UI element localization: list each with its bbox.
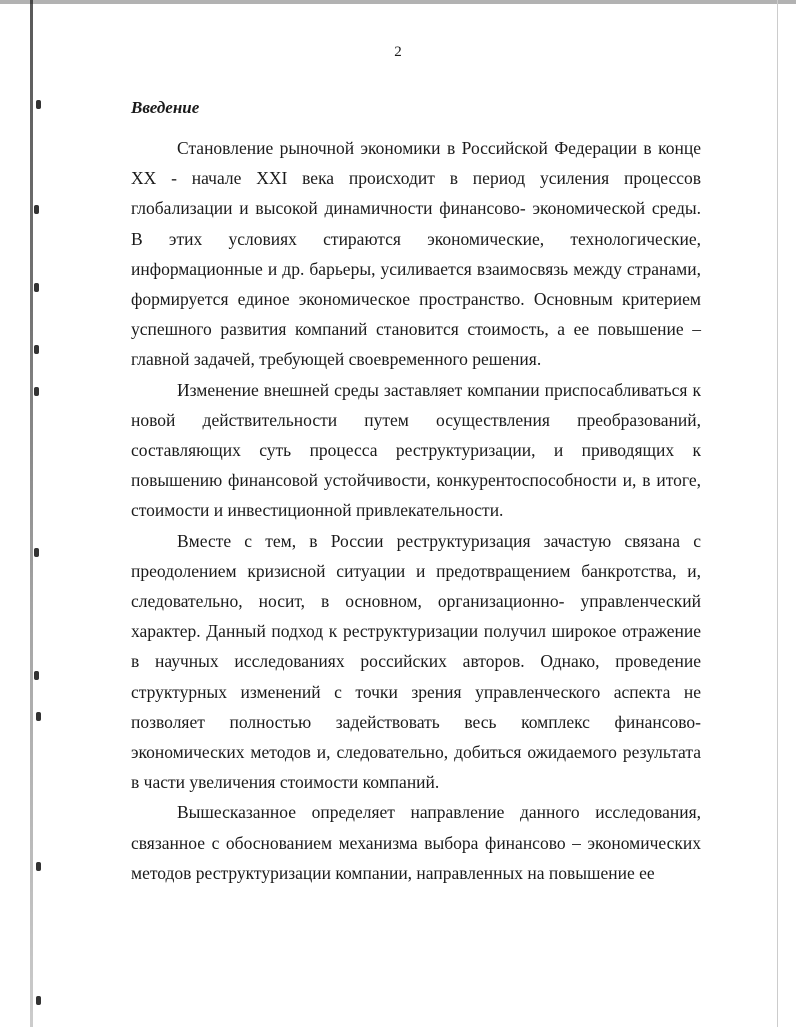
binding-hole-mark (34, 345, 39, 354)
scan-border-right (777, 0, 778, 1027)
binding-shadow-edge (30, 0, 33, 1027)
binding-hole-mark (34, 387, 39, 396)
binding-hole-mark (36, 996, 41, 1005)
binding-hole-mark (34, 671, 39, 680)
binding-hole-mark (36, 712, 41, 721)
binding-hole-mark (36, 100, 41, 109)
paragraph: Вышесказанное определяет направление данного исследования, связанное с обоснованием механизма выбора финансово – экономических методов реструктуризации компании, направленных на повышение ее (131, 802, 701, 883)
paragraph: Вместе с тем, в России реструктуризация зачастую связана с преодолением кризисной ситуации и предотвращением банкротства, и, следовательно, носит, в основном, организационно- управленческий характер. Данный подход к реструктуризации получил широкое отражение в научных исследованиях российских авторов. Однако, проведение структурных изменений с точки зрения управленческого аспекта не позволяет полностью задействовать весь комплекс финансово-экономических методов и, следовательно, добиться ожидаемого результата в части увеличения стоимости компаний. (131, 530, 701, 793)
paragraph: Становление рыночной экономики в Российской Федерации в конце XX - начале XXI века происходит в период усиления процессов глобализации и высокой динамичности финансово- экономической среды. В этих условиях стираются экономические, технологические, информационные и др. барьеры, усиливается взаимосвязь между странами, формируется единое экономическое пространство. Основным критерием успешного развития компаний становится стоимость, а ее повышение – главной задачей, требующей своевременного решения. (131, 138, 701, 370)
binding-hole-mark (36, 862, 41, 871)
binding-hole-mark (34, 548, 39, 557)
scan-border-top (0, 0, 796, 4)
section-heading: Введение (131, 98, 200, 117)
binding-hole-mark (34, 205, 39, 214)
document-body (131, 133, 701, 888)
page-number: 2 (394, 44, 402, 60)
paragraph: Изменение внешней среды заставляет компании приспосабливаться к новой действительности путем осуществления преобразований, составляющих суть процесса реструктуризации, и приводящих к повышению финансовой устойчивости, конкурентоспособности и, в итоге, стоимости и инвестиционной привлекательности. (131, 379, 701, 521)
binding-hole-mark (34, 283, 39, 292)
